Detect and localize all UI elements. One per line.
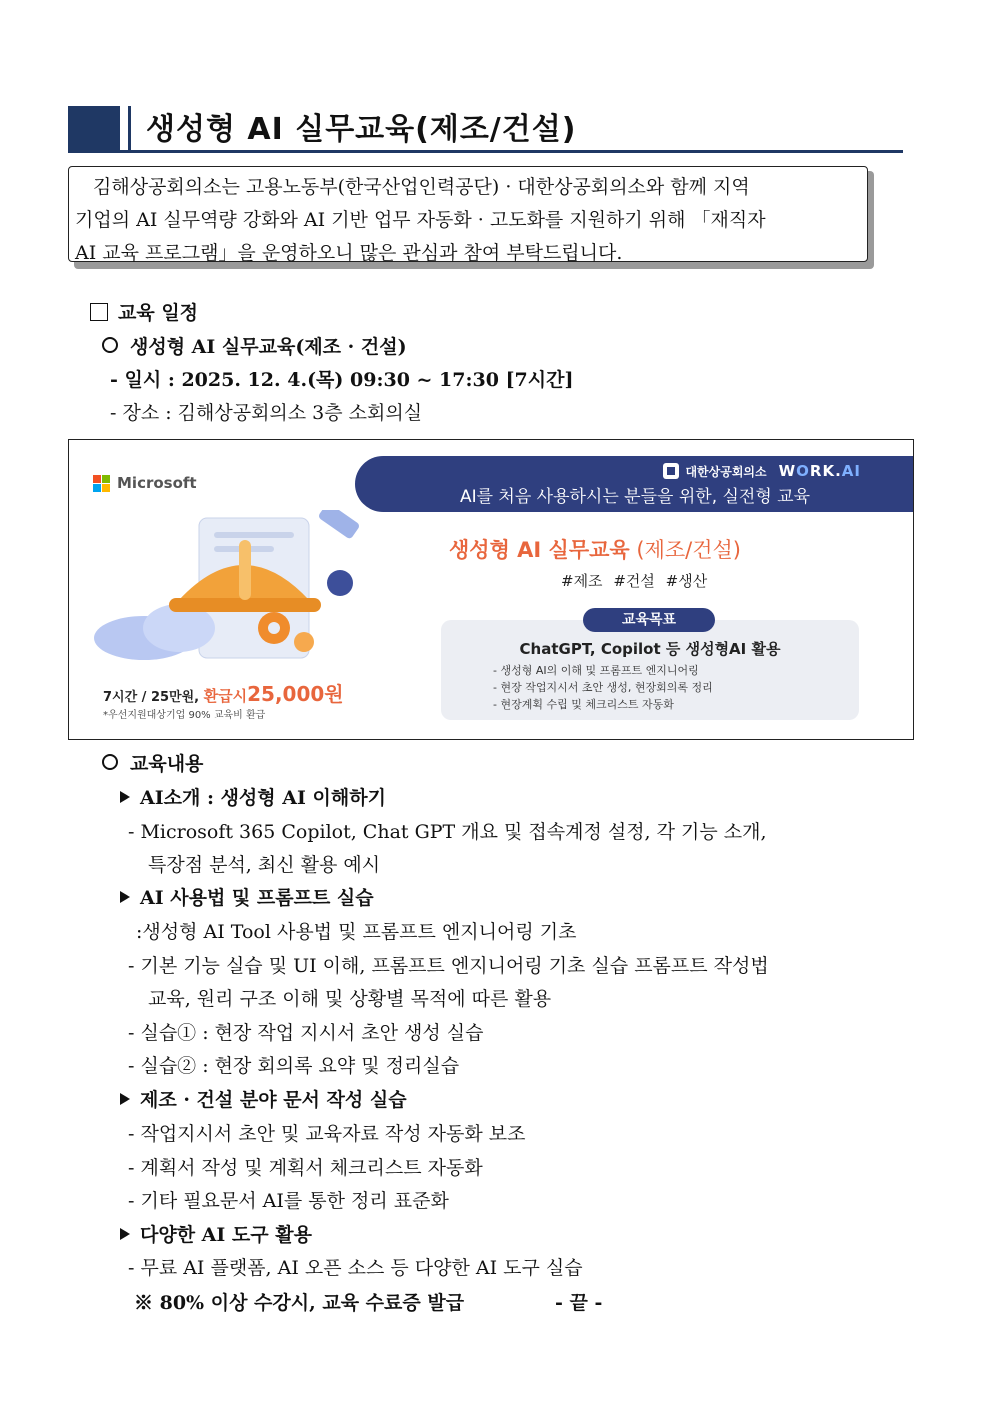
schedule-date: - 일시 : 2025. 12. 4.(목) 09:30 ~ 17:30 [7시간] xyxy=(110,369,574,391)
price-note: *우선지원대상기업 90% 교육비 환급 xyxy=(103,710,266,721)
content-heading-text: 교육내용 xyxy=(130,753,204,775)
section-line: - 기타 필요문서 AI를 통한 정리 표준화 xyxy=(128,1190,449,1212)
microsoft-grid-icon xyxy=(93,475,110,492)
section-title: AI소개 : 생성형 AI 이해하기 xyxy=(120,785,386,811)
course-banner xyxy=(68,439,914,740)
intro-text-2: 기업의 AI 실무역량 강화와 AI 기반 업무 자동화 · 고도화를 지원하기 위해 「재직자 xyxy=(75,209,766,231)
title-block-accent xyxy=(68,106,120,152)
triangle-bullet-icon xyxy=(120,1228,130,1240)
goal-badge: 교육목표 xyxy=(583,608,715,632)
section-title: AI 사용법 및 프롬프트 실습 xyxy=(120,885,374,911)
title-divider xyxy=(128,106,131,152)
microsoft-wordmark: Microsoft xyxy=(117,474,197,492)
intro-text-1: 김해상공회의소는 고용노동부(한국산업인력공단) · 대한상공회의소와 함께 지역 xyxy=(93,176,750,198)
goal-item: - 현장 작업지시서 초안 생성, 현장회의록 정리 xyxy=(493,681,713,694)
section-line: - 계획서 작성 및 계획서 체크리스트 자동화 xyxy=(128,1157,483,1179)
content-heading xyxy=(102,751,203,777)
section-line: - 실습① : 현장 작업 지시서 초안 생성 실습 xyxy=(128,1022,484,1044)
page-title: 생성형 AI 실무교육(제조/건설) xyxy=(146,112,577,147)
circle-bullet-icon xyxy=(102,754,118,770)
banner-title: 생성형 AI 실무교육 (제조/건설) xyxy=(449,538,741,562)
schedule-course xyxy=(102,334,407,360)
intro-line xyxy=(75,171,861,204)
price-line: 7시간 / 25만원, 환급시25,000원 xyxy=(103,682,344,706)
intro-box xyxy=(68,166,868,262)
section-line: - Microsoft 365 Copilot, Chat GPT 개요 및 접속계정 설정, 각 기능 소개, xyxy=(128,821,767,843)
section-line: 교육, 원리 구조 이해 및 상황별 목적에 따른 활용 xyxy=(148,988,552,1010)
intro-line xyxy=(75,237,861,270)
section-line: - 작업지시서 초안 및 교육자료 작성 자동화 보조 xyxy=(128,1123,526,1145)
triangle-bullet-icon xyxy=(120,1093,130,1105)
banner-header-pill xyxy=(355,456,914,512)
section-line: - 기본 기능 실습 및 UI 이해, 프롬프트 엔지니어링 기초 실습 프롬프트 작성법 xyxy=(128,955,769,977)
banner-org-row xyxy=(663,462,861,480)
circle-bullet-icon xyxy=(102,337,118,353)
section-line: - 실습② : 현장 회의록 요약 및 정리실습 xyxy=(128,1055,460,1077)
section-line: - 무료 AI 플랫폼, AI 오픈 소스 등 다양한 AI 도구 실습 xyxy=(128,1257,583,1279)
microsoft-logo xyxy=(93,474,197,492)
schedule-place: - 장소 : 김해상공회의소 3층 소회의실 xyxy=(110,402,423,424)
end-mark: - 끝 - xyxy=(555,1292,603,1314)
goal-item: - 현장계획 수립 및 체크리스트 자동화 xyxy=(493,698,674,711)
schedule-course-text: 생성형 AI 실무교육(제조 · 건설) xyxy=(130,336,407,358)
footer-note: ※ 80% 이상 수강시, 교육 수료증 발급 xyxy=(134,1292,465,1314)
schedule-heading xyxy=(90,300,198,326)
triangle-bullet-icon xyxy=(120,891,130,903)
banner-tags: #제조 #건설 #생산 xyxy=(561,572,708,590)
section-title: 다양한 AI 도구 활용 xyxy=(120,1222,312,1248)
banner-subtitle: AI를 처음 사용하시는 분들을 위한, 실전형 교육 xyxy=(459,487,811,507)
intro-line xyxy=(75,204,861,237)
section-title: 제조 · 건설 분야 문서 작성 실습 xyxy=(120,1087,407,1113)
section-line: :생성형 AI Tool 사용법 및 프롬프트 엔지니어링 기초 xyxy=(136,921,577,943)
intro-text-3: AI 교육 프로그램」을 운영하오니 많은 관심과 참여 부탁드립니다. xyxy=(75,242,623,264)
banner-org: 대한상공회의소 xyxy=(685,464,767,479)
goal-item: - 생성형 AI의 이해 및 프롬프트 엔지니어링 xyxy=(493,664,699,677)
triangle-bullet-icon xyxy=(120,791,130,803)
hardhat-illustration-icon xyxy=(89,510,379,670)
checkbox-icon xyxy=(90,303,108,321)
section-line: 특장점 분석, 최신 활용 예시 xyxy=(148,854,381,876)
schedule-heading-text: 교육 일정 xyxy=(118,302,199,324)
goal-heading: ChatGPT, Copilot 등 생성형AI 활용 xyxy=(519,640,781,658)
work-ai-logo: WORK.AI xyxy=(778,462,861,480)
title-underline xyxy=(68,150,903,153)
kcci-logo-icon xyxy=(663,463,679,479)
